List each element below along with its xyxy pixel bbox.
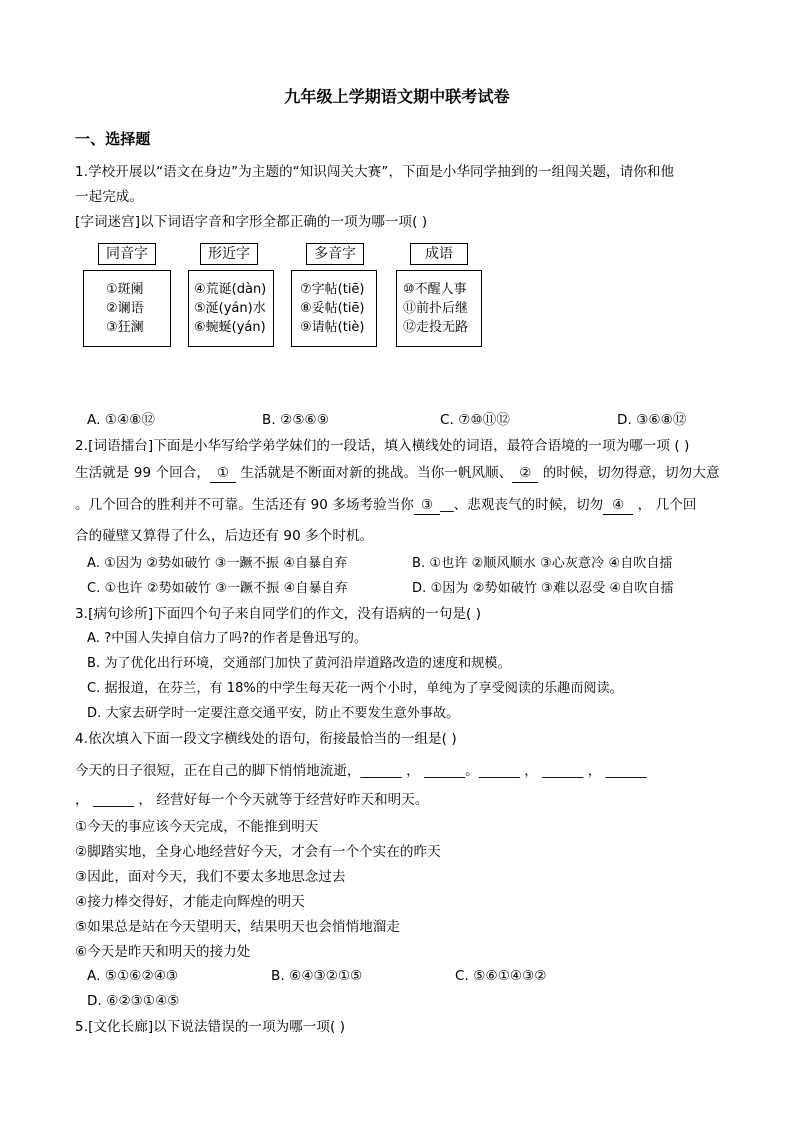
q1-option-b[interactable]: B. ②⑤⑥⑨ bbox=[262, 412, 329, 428]
q1-header-polyphone: 多音字 bbox=[306, 243, 364, 265]
q1-box-item: ⑩不醒人事 bbox=[403, 282, 467, 297]
q2-option-c[interactable]: C. ①也许 ②势如破竹 ③一蹶不振 ④自暴自弃 bbox=[87, 581, 348, 596]
q1-box-idiom bbox=[396, 270, 482, 347]
q5-stem: 5.[文化长廊]以下说法错误的一项为哪一项( ) bbox=[75, 1019, 346, 1035]
q1-box-homophone bbox=[83, 270, 171, 347]
q2-text: 生活就是 99 个回合， bbox=[75, 465, 210, 481]
q1-box-polyphone bbox=[291, 270, 377, 347]
q1-box-item: ⑨请帖(tiè) bbox=[300, 320, 365, 335]
q4-option-c[interactable]: C. ⑤⑥①④③② bbox=[455, 968, 547, 984]
q4-option-d[interactable]: D. ⑥②③①④⑤ bbox=[87, 993, 180, 1009]
q1-box-item: ⑥蜿蜒(yán) bbox=[194, 320, 266, 335]
q2-text: 。几个回合的胜利并不可靠。生活还有 90 多场考验当你 bbox=[75, 497, 414, 513]
q4-item: ①今天的事应该今天完成，不能推到明天 bbox=[75, 819, 319, 835]
q2-blank-4[interactable]: ④ bbox=[603, 496, 633, 515]
q2-passage-line3: 合的碰壁又算得了什么，后边还有 90 多个时机。 bbox=[75, 528, 374, 544]
q1-header-homophone: 同音字 bbox=[98, 243, 156, 265]
page-title: 九年级上学期语文期中联考试卷 bbox=[284, 87, 510, 106]
q2-blank-3[interactable]: ③ bbox=[414, 496, 440, 515]
q1-box-item: ②谰语 bbox=[106, 301, 144, 316]
q2-blank-2[interactable]: ② bbox=[512, 464, 538, 483]
q1-header-similar-form: 形近字 bbox=[200, 243, 258, 265]
q1-subtitle: [字词迷宫]以下词语字音和字形全都正确的一项为哪一项( ) bbox=[75, 214, 428, 230]
q4-item: ③因此，面对今天，我们不要太多地思念过去 bbox=[75, 869, 346, 885]
q2-option-a[interactable]: A. ①因为 ②势如破竹 ③一蹶不振 ④自暴自弃 bbox=[87, 556, 348, 571]
q1-box-item: ⑪前扑后继 bbox=[403, 301, 469, 316]
q2-text: 生活就是不断面对新的挑战。当你一帆风顺、 bbox=[235, 465, 513, 481]
q2-text: 的时候，切勿得意，切勿大意 bbox=[538, 465, 720, 481]
q1-stem-line1: 1.学校开展以“语文在身边”为主题的“知识闯关大赛”，下面是小华同学抽到的一组闯关题，请你和他 bbox=[75, 164, 675, 180]
q4-option-a[interactable]: A. ⑤①⑥②④③ bbox=[87, 968, 179, 984]
q1-box-item: ⑦字帖(tiē) bbox=[300, 282, 365, 297]
q1-header-idiom: 成语 bbox=[410, 243, 468, 265]
q1-box-item: ⑤涎(yán)水 bbox=[194, 301, 266, 316]
q1-box-similar-form bbox=[188, 270, 274, 347]
q4-item: ⑥今天是昨天和明天的接力处 bbox=[75, 944, 251, 960]
q1-option-c[interactable]: C. ⑦⑩⑪⑫ bbox=[440, 412, 510, 428]
q2-text: __、悲观丧气的时候，切勿 bbox=[439, 497, 604, 513]
q1-box-item: ⑫走投无路 bbox=[403, 320, 469, 335]
q4-item: ④接力棒交得好，才能走向辉煌的明天 bbox=[75, 894, 305, 910]
q3-option-b[interactable]: B. 为了优化出行环境，交通部门加快了黄河沿岸道路改造的速度和规模。 bbox=[87, 656, 511, 671]
q4-passage-line2: ， ______ ， 经营好每一个今天就等于经营好昨天和明天。 bbox=[75, 792, 429, 808]
q4-option-b[interactable]: B. ⑥④③②①⑤ bbox=[271, 968, 363, 984]
q4-item: ②脚踏实地，全身心地经营好今天，才会有一个个实在的昨天 bbox=[75, 844, 441, 860]
q2-stem-line1: 2.[词语擂台]下面是小华写给学弟学妹们的一段话，填入横线处的词语，最符合语境的一项为哪一项 ( ) bbox=[75, 438, 690, 454]
q1-option-d[interactable]: D. ③⑥⑧⑫ bbox=[617, 412, 687, 428]
q2-option-d[interactable]: D. ①因为 ②势如破竹 ③难以忍受 ④自吹自擂 bbox=[412, 581, 674, 596]
q2-passage-line2 bbox=[75, 496, 696, 515]
q4-item: ⑤如果总是站在今天望明天，结果明天也会悄悄地溜走 bbox=[75, 919, 401, 935]
q1-box-item: ④荒诞(dàn) bbox=[194, 282, 267, 297]
q2-text: ， 几个回 bbox=[633, 497, 697, 513]
q1-box-item: ①斑阑 bbox=[106, 282, 144, 297]
q2-passage-line1 bbox=[75, 464, 720, 483]
q2-blank-1[interactable]: ① bbox=[210, 464, 236, 483]
q4-stem: 4.依次填入下面一段文字横线处的语句，衔接最恰当的一组是( ) bbox=[75, 731, 457, 747]
q1-option-a[interactable]: A. ①④⑧⑫ bbox=[87, 412, 156, 428]
q1-stem-line2: 一起完成。 bbox=[75, 189, 143, 205]
q3-option-c[interactable]: C. 据报道，在芬兰，有 18%的中学生每天花一两个小时，单纯为了享受阅读的乐趣而阅读。 bbox=[87, 681, 623, 696]
q3-option-d[interactable]: D. 大家去研学时一定要注意交通平安，防止不要发生意外事故。 bbox=[87, 706, 460, 721]
q1-box-item: ③狂澜 bbox=[106, 320, 144, 335]
q4-passage-line1: 今天的日子很短，正在自己的脚下悄悄地流逝，______ ， ______。______ ， ______ ， ______ bbox=[75, 763, 647, 779]
q3-stem: 3.[病句诊所]下面四个句子来自同学们的作文，没有语病的一句是( ) bbox=[75, 606, 482, 622]
q1-box-item: ⑧妥帖(tiē) bbox=[300, 301, 365, 316]
q2-option-b[interactable]: B. ①也许 ②顺风顺水 ③心灰意冷 ④自吹自擂 bbox=[412, 556, 673, 571]
q3-option-a[interactable]: A. ?中国人失掉自信力了吗?的作者是鲁迅写的。 bbox=[87, 631, 368, 646]
section-heading: 一、选择题 bbox=[75, 130, 151, 148]
